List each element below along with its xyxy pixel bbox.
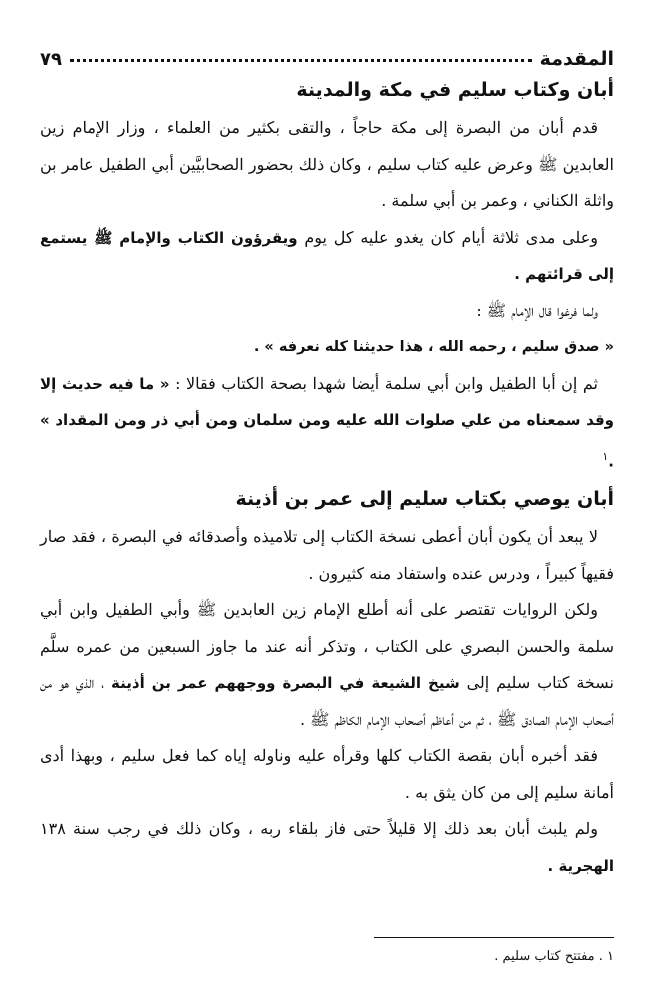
running-header xyxy=(40,40,614,70)
section-title-umar-ibn-udhayna: أبان يوصي بكتاب سليم إلى عمر بن أذينة xyxy=(235,488,614,511)
book-page xyxy=(40,40,614,984)
header-dotted-leader xyxy=(70,59,532,62)
paragraph-trust: فقد أخبره أبان بقصة الكتاب كلها وقرأه عليه وناوله إياه كما فعل سليم ، وبهذا أدى أمانة سليم إلى من كان يثق به . xyxy=(40,746,614,802)
paragraph-narrations-bold: شيخ الشيعة في البصرة ووجههم عمر بن أذينة xyxy=(111,674,460,693)
paragraph-imam-said: ولما فرغوا قال الإمام ﷺ : xyxy=(476,300,598,320)
footnote-reference[interactable]: ١ xyxy=(602,449,609,463)
footnote-text: ١ . مفتتح كتاب سليم . xyxy=(494,949,614,964)
paragraph-witnesses-start: ثم إن أبا الطفيل وابن أبي سلمة أيضا شهدا بصحة الكتاب فقالا : xyxy=(169,373,598,393)
paragraph-three-days-start: وعلى مدى ثلاثة أيام كان يغدو عليه كل يوم xyxy=(297,227,598,247)
paragraph-death-hijri: الهجرية . xyxy=(547,856,614,875)
paragraph-narrations-end: ، الذي هو من أصحاب الإمام الصادق ﷺ ، ثم من أعاظم أصحاب الإمام الكاظم ﷺ . xyxy=(40,673,614,729)
page-number: ٧٩ xyxy=(40,49,62,70)
footnote-divider xyxy=(374,937,614,938)
section-title-mecca-medina: أبان وكتاب سليم في مكة والمدينة xyxy=(296,79,614,101)
paragraph-death xyxy=(40,811,614,884)
paragraph-three-days xyxy=(40,220,614,293)
paragraph-narrations xyxy=(40,592,614,738)
paragraph-three-days-bold: ويقرؤون الكتاب والإمام ﷺ يستمع إلى قرائتهم . xyxy=(40,228,614,283)
paragraph-witnesses xyxy=(40,366,614,480)
paragraph-aban-hajj: قدم أبان من البصرة إلى مكة حاجاً ، والتقى بكثير من العلماء ، وزار الإمام زين العابدين ﷺ وعرض عليه كتاب سليم ، وكان ذلك بحضور الصحابيَّين أبي الطفيل عامر بن واثلة الكناني ، وعمر بن أبي سلمة . xyxy=(40,118,615,210)
imam-quote: « صدق سليم ، رحمه الله ، هذا حديثنا كله نعرفه » . xyxy=(253,339,614,355)
header-title: المقدمة xyxy=(539,48,614,70)
paragraph-narrations-start: ولكن الروايات تقتصر على أنه أطلع الإمام زين العابدين ﷺ وأبي الطفيل وابن أبي سلمة والحسن البصري على الكتاب ، وتذكر أنه عند ما جاوز السبعين من عمره سلَّم نسخة كتاب سليم إلى xyxy=(40,600,614,693)
paragraph-death-start: ولم يلبث أبان بعد ذلك إلا قليلاً حتى فاز بلقاء ربه ، وكان ذلك في رجب سنة ١٣٨ xyxy=(40,819,598,839)
witnesses-quote: « ما فيه حديث إلا وقد سمعناه من علي صلوات الله عليه ومن سلمان ومن أبي ذر ومن المقداد » . xyxy=(40,374,614,470)
paragraph-students: لا يبعد أن يكون أبان أعطى نسخة الكتاب إلى تلاميذه وأصدقائه في البصرة ، فقد صار فقيهاً كبيراً ، ودرس عنده واستفاد منه كثيرون . xyxy=(40,527,614,583)
